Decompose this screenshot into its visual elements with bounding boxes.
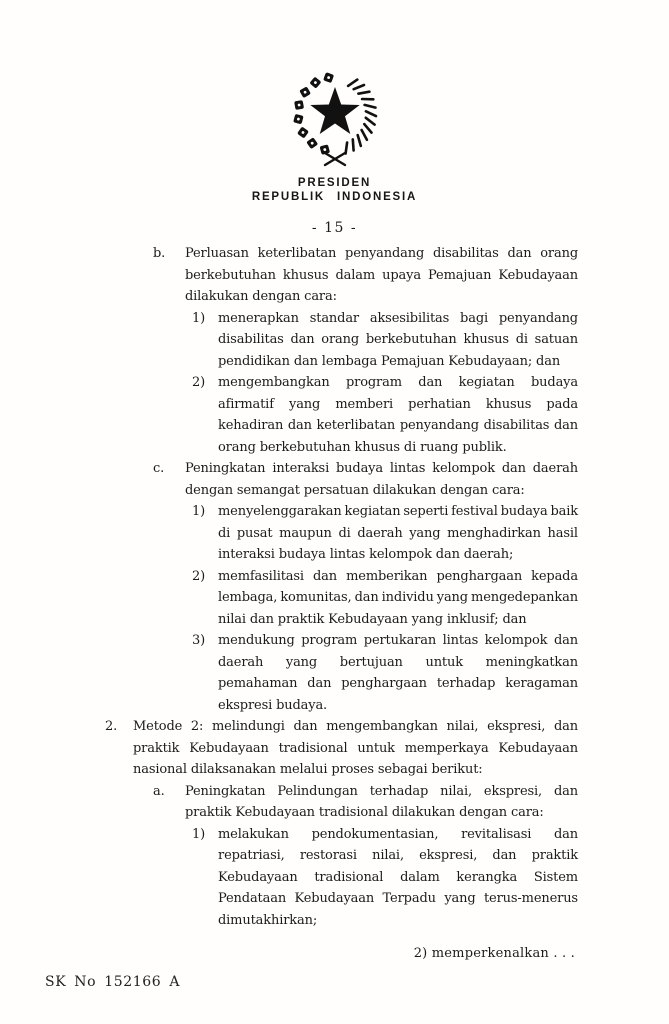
text-line: pendidikan dan lembaga Pemajuan Kebudayaan; dan xyxy=(218,353,561,369)
crossed-stems-icon xyxy=(325,153,345,165)
text-line: di pusat maupun di daerah yang menghadirkan hasil xyxy=(218,525,578,541)
text-line: kehadiran dan keterlibatan penyandang disabilitas dan xyxy=(218,418,578,433)
text-line: Peningkatan Pelindungan terhadap nilai, ekspresi, dan xyxy=(185,783,578,799)
text-line: melakukan pendokumentasian, revitalisasi dan xyxy=(218,826,578,842)
text-line: nasional dilaksanakan melalui proses sebagai berikut: xyxy=(133,762,483,777)
item-label: 1) xyxy=(192,504,206,519)
item-label: 2) xyxy=(192,375,206,390)
item-label: c. xyxy=(153,461,165,476)
text-line: berkebutuhan khusus dalam upaya Pemajuan Kebudayaan xyxy=(185,267,578,283)
presidential-seal-emblem xyxy=(288,68,382,168)
item-label: 1) xyxy=(192,826,206,842)
catchword: 2) memperkenalkan . . . xyxy=(413,946,575,961)
list-item xyxy=(192,630,578,716)
document-code: SK No 152166 A xyxy=(45,974,181,990)
list-item xyxy=(192,824,578,932)
page-header xyxy=(0,0,669,236)
page-number: - 15 - xyxy=(311,220,358,236)
text-line: repatriasi, restorasi nilai, ekspresi, dan praktik xyxy=(218,848,578,863)
text-line: daerah yang bertujuan untuk meningkatkan xyxy=(218,654,578,670)
text-line: Peningkatan interaksi budaya lintas kelompok dan daerah xyxy=(185,461,578,476)
text-line: menerapkan standar aksesibilitas bagi penyandang xyxy=(218,310,578,326)
list-item xyxy=(153,243,578,308)
text-line: disabilitas dan orang berkebutuhan khusus di satuan xyxy=(218,332,578,347)
text-line: Kebudayaan tradisional dalam kerangka Sistem xyxy=(218,869,578,885)
text-line: mengembangkan program dan kegiatan budaya xyxy=(218,375,578,390)
text-line: dimutakhirkan; xyxy=(218,912,318,928)
text-line: dengan semangat persatuan dilakukan dengan cara: xyxy=(185,482,525,498)
text-line: afirmatif yang memberi perhatian khusus pada xyxy=(218,396,578,412)
text-line: dilakukan dengan cara: xyxy=(185,289,337,304)
text-line: memfasilitasi dan memberikan penghargaan kepada xyxy=(218,568,578,584)
list-item xyxy=(153,781,578,824)
item-label: 1) xyxy=(192,310,206,326)
item-label: 3) xyxy=(192,633,206,648)
text-line: Perluasan keterlibatan penyandang disabilitas dan orang xyxy=(185,246,578,261)
star-icon xyxy=(310,87,359,134)
list-item xyxy=(105,716,578,781)
text-line: interaksi budaya lintas kelompok dan daerah; xyxy=(218,547,514,562)
body-list xyxy=(0,243,669,931)
item-label: b. xyxy=(153,246,166,261)
text-line: lembaga, komunitas, dan individu yang mengedepankan xyxy=(218,590,578,605)
item-label: a. xyxy=(153,783,165,799)
text-line: Pendataan Kebudayaan Terpadu yang terus-menerus xyxy=(218,891,578,906)
item-label: 2) xyxy=(192,568,206,584)
text-line: praktik Kebudayaan tradisional untuk memperkaya Kebudayaan xyxy=(133,740,578,756)
text-line: nilai dan praktik Kebudayaan yang inklusif; dan xyxy=(218,611,527,627)
institution-name-line2: REPUBLIK INDONESIA xyxy=(251,190,418,203)
list-item xyxy=(192,566,578,631)
list-item xyxy=(192,308,578,373)
text-line: mendukung program pertukaran lintas kelompok dan xyxy=(218,633,578,648)
text-line: pemahaman dan penghargaan terhadap keragaman xyxy=(218,676,578,691)
text-line: ekspresi budaya. xyxy=(218,697,328,713)
list-item xyxy=(192,372,578,458)
list-item xyxy=(153,458,578,501)
text-line: praktik Kebudayaan tradisional dilakukan dengan cara: xyxy=(185,805,544,820)
institution-name-line1: PRESIDEN xyxy=(297,177,372,189)
wreath-right-icon xyxy=(345,80,375,154)
text-line: menyelenggarakan kegiatan seperti festival budaya baik xyxy=(218,504,578,519)
list-item xyxy=(192,501,578,566)
item-label: 2. xyxy=(105,719,118,734)
text-line: Metode 2: melindungi dan mengembangkan nilai, ekspresi, dan xyxy=(133,719,578,734)
text-line: orang berkebutuhan khusus di ruang publik. xyxy=(218,439,507,455)
